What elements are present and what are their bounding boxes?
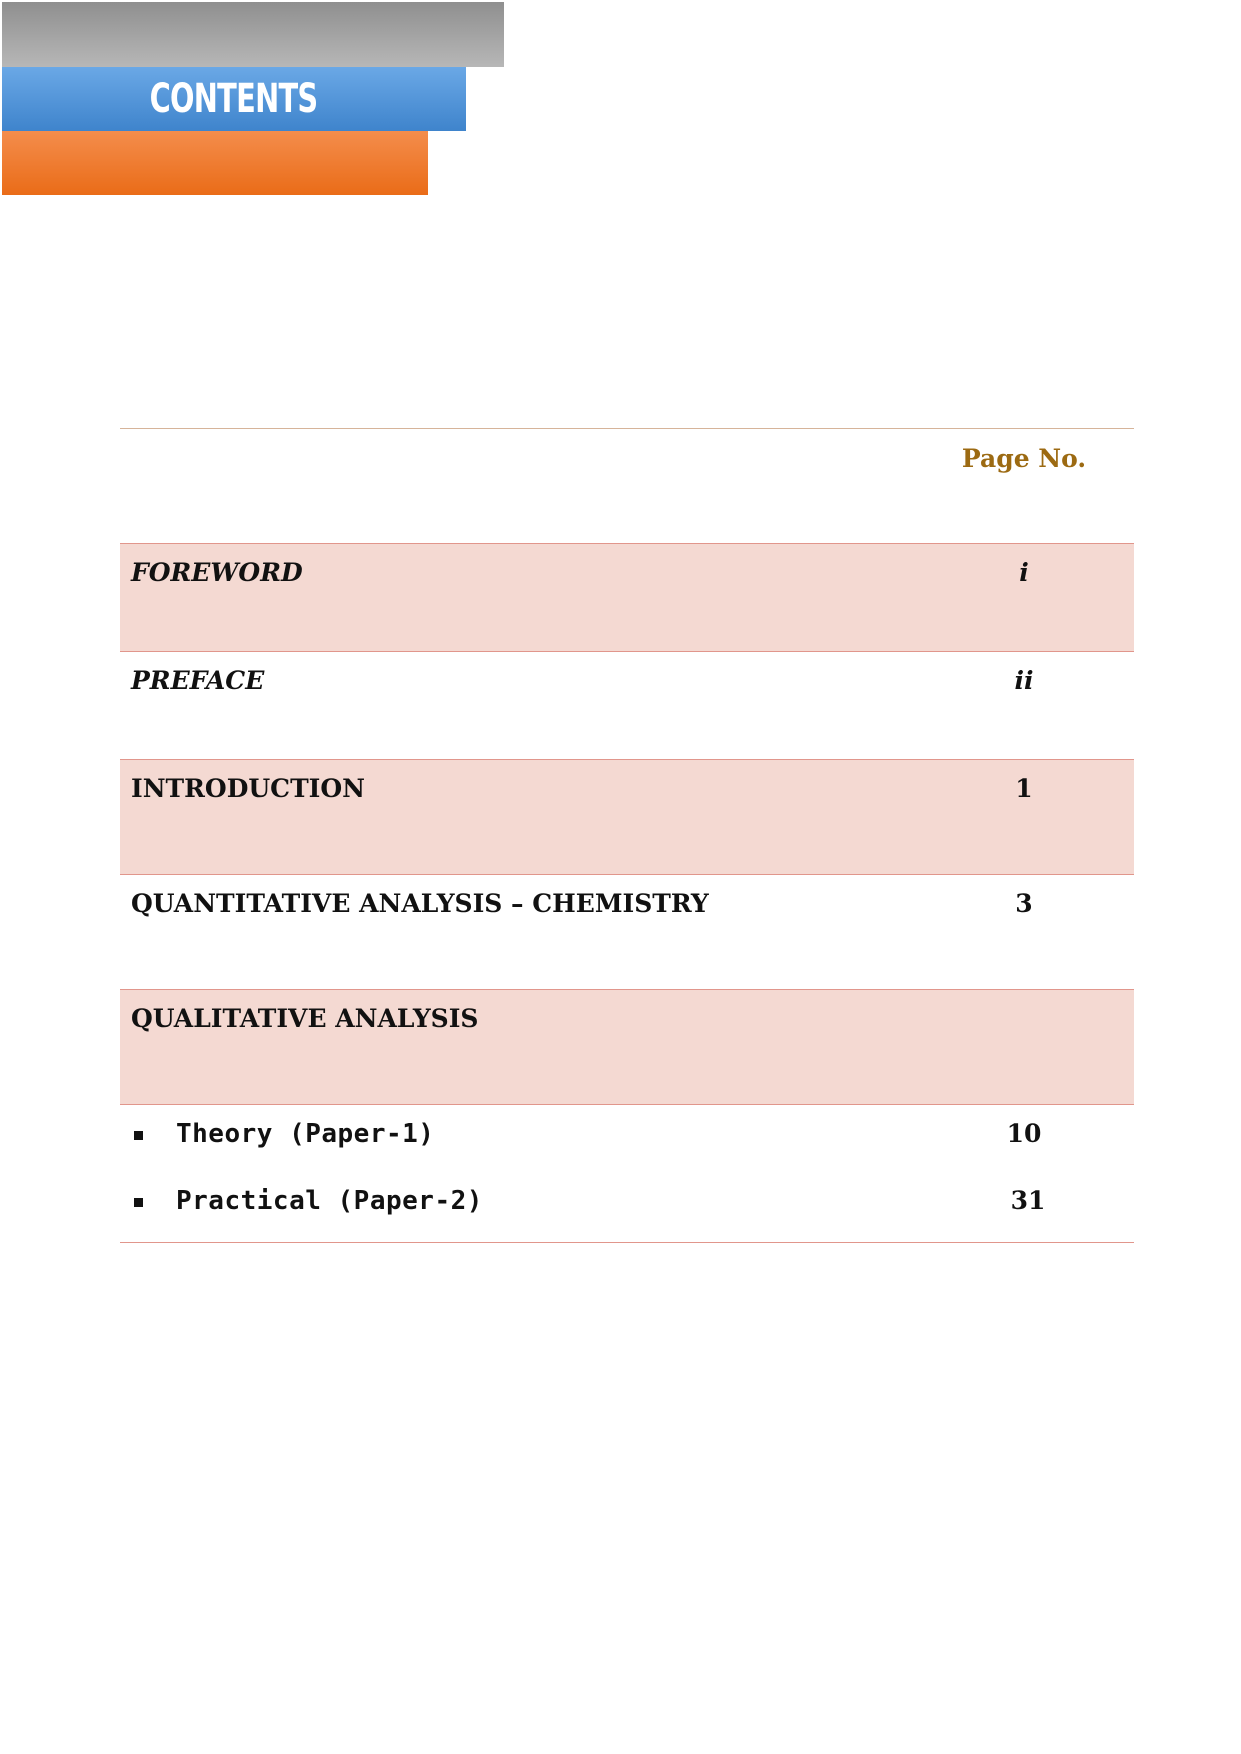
toc-subitem-label: Practical (Paper-2) <box>176 1186 483 1216</box>
toc-subitem-practical[interactable] <box>120 1186 1134 1226</box>
banner-blue-band <box>2 67 466 131</box>
toc-row-label: QUALITATIVE ANALYSIS <box>131 1004 479 1033</box>
toc-row-foreword[interactable] <box>120 543 1134 651</box>
contents-title: CONTENTS <box>150 76 318 122</box>
toc-subitem-page: 10 <box>1006 1119 1042 1148</box>
square-bullet-icon <box>134 1198 143 1207</box>
toc-row-page: i <box>1019 558 1029 587</box>
toc-subitem-page: 31 <box>1010 1186 1046 1215</box>
toc-row-introduction[interactable] <box>120 759 1134 874</box>
square-bullet-icon <box>134 1131 143 1140</box>
bottom-rule <box>120 1242 1134 1243</box>
toc-row-page: 3 <box>1015 889 1033 918</box>
toc-subitem-theory[interactable] <box>120 1119 1134 1159</box>
page-no-heading: Page No. <box>961 444 1087 473</box>
banner-gray-band <box>2 2 504 67</box>
table-of-contents <box>120 428 1134 1243</box>
toc-row-quantitative-analysis[interactable] <box>120 874 1134 989</box>
toc-row-page: 1 <box>1015 774 1033 803</box>
toc-row-qualitative-analysis[interactable] <box>120 989 1134 1104</box>
toc-row-label: QUANTITATIVE ANALYSIS – CHEMISTRY <box>131 889 709 918</box>
toc-row-label: INTRODUCTION <box>131 774 366 803</box>
toc-row-preface[interactable] <box>120 651 1134 759</box>
toc-subitem-label: Theory (Paper-1) <box>176 1119 435 1149</box>
qualitative-subentries <box>120 1104 1134 1242</box>
banner-orange-band <box>2 131 428 195</box>
toc-row-page: ii <box>1014 666 1034 695</box>
toc-row-label: PREFACE <box>131 666 265 695</box>
toc-row-label: FOREWORD <box>131 558 303 587</box>
toc-header <box>120 429 1134 543</box>
